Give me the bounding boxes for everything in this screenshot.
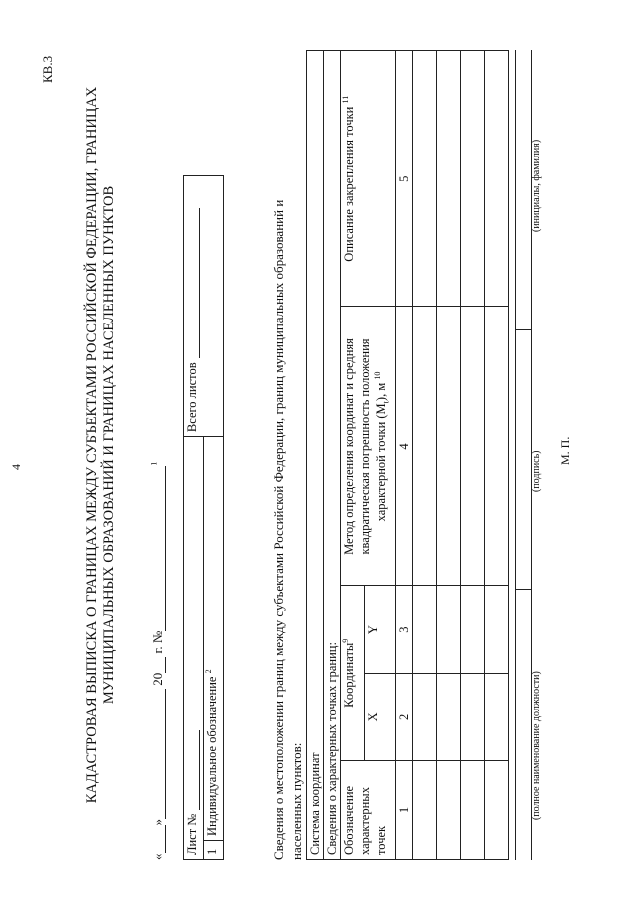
year-prefix: 20 — [150, 672, 165, 686]
sheet-number-label: Лист № — [185, 813, 199, 855]
method-subscript: t — [381, 401, 391, 404]
page-number: 4 — [9, 464, 23, 470]
sheet-number-cell — [184, 437, 204, 860]
close-quote: » — [150, 819, 165, 826]
coordinates-note: 9 — [340, 638, 350, 643]
point-designation-header: Обозначение характерных точек — [341, 761, 396, 860]
signature-sign-label: (подпись) — [531, 450, 542, 492]
col-number-1: 1 — [395, 761, 412, 860]
number-label: г. № — [150, 630, 165, 654]
table-row — [484, 51, 508, 860]
signature-block — [515, 50, 542, 860]
y-header: Y — [364, 586, 395, 673]
open-quote: « — [150, 853, 165, 860]
date-footnote: 1 — [149, 461, 159, 466]
form-code: КВ.3 — [40, 55, 55, 83]
method-tail: ), м — [374, 382, 388, 402]
total-sheets-label: Всего листов — [185, 362, 199, 433]
stamp-label: М. П. — [558, 436, 572, 465]
fixation-note: 11 — [340, 95, 350, 104]
fixation-label: Описание закрепления точки — [342, 106, 356, 262]
method-header — [341, 307, 396, 586]
coordinates-header — [341, 586, 365, 761]
method-label: Метод определения координат и средняя квадратическая погрешность положения характерной точки (M — [342, 338, 388, 555]
coordinates-label: Координаты — [342, 642, 356, 708]
table-row — [460, 51, 484, 860]
x-header: X — [364, 673, 395, 760]
method-note: 10 — [372, 371, 382, 380]
individual-designation-cell — [204, 437, 224, 841]
points-info-cell: Сведения о характерных точках границ: — [324, 51, 341, 860]
table-row — [412, 51, 436, 860]
date-line — [150, 462, 166, 860]
title-line-1: КАДАСТРОВАЯ ВЫПИСКА О ГРАНИЦАХ МЕЖДУ СУБЪЕКТАМИ РОССИЙСКОЙ ФЕДЕРАЦИИ, ГРАНИЦАХ — [84, 86, 100, 804]
fixation-header — [341, 51, 396, 308]
individual-designation-note: 2 — [203, 669, 213, 674]
col-number-4: 4 — [395, 307, 412, 586]
signature-initials-label: (инициалы, фамилия) — [531, 139, 542, 232]
row-number-cell: 1 — [204, 841, 224, 860]
sheet-table — [183, 175, 224, 860]
column-numbers-row — [395, 51, 412, 860]
col-number-3: 3 — [395, 586, 412, 673]
signature-position-label: (полное наименование должности) — [531, 671, 542, 820]
total-sheets-cell — [184, 176, 224, 437]
table-row — [436, 51, 460, 860]
coordinates-table — [306, 50, 509, 860]
col-number-2: 2 — [395, 673, 412, 760]
title-line-2: МУНИЦИПАЛЬНЫХ ОБРАЗОВАНИЙ И ГРАНИЦАХ НАСЕЛЕННЫХ ПУНКТОВ — [101, 185, 117, 705]
col-number-5: 5 — [395, 51, 412, 308]
individual-designation-label: Индивидуальное обозначение — [205, 676, 219, 836]
boundary-info-text: Сведения о местоположении границ между субъектами Российской Федерации, границ муниципальных образований и населенных пунктов: — [271, 199, 304, 860]
coordinate-system-cell: Система координат — [307, 51, 324, 860]
